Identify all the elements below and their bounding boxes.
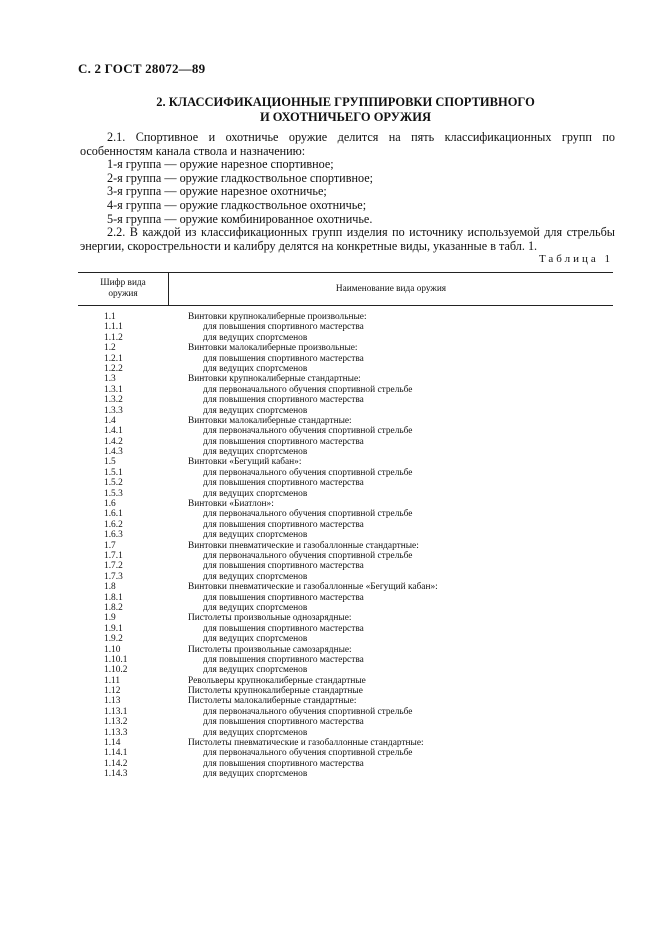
table-row [78, 717, 613, 727]
table-row [78, 769, 613, 779]
row-code: 1.3.3 [104, 405, 123, 416]
row-code: 1.8 [104, 582, 116, 593]
row-name: Винтовки пневматические и газобаллонные «Бегущий кабан»: [188, 582, 438, 593]
row-name: для первоначального обучения спортивной стрельбе [203, 384, 413, 395]
row-name: Винтовки «Бегущий кабан»: [188, 457, 302, 468]
row-name: для повышения спортивного мастерства [203, 322, 364, 333]
table-row [78, 468, 613, 478]
row-code: 1.10 [104, 644, 121, 655]
row-code: 1.3.2 [104, 395, 123, 406]
row-name: для повышения спортивного мастерства [203, 623, 364, 634]
row-code: 1.5.2 [104, 478, 123, 489]
row-name: для повышения спортивного мастерства [203, 478, 364, 489]
row-code: 1.7.3 [104, 571, 123, 582]
row-name: для ведущих спортсменов [203, 769, 308, 780]
table-row [78, 478, 613, 488]
row-name: Пистолеты малокалиберные стандартные: [188, 696, 357, 707]
row-code: 1.1 [104, 312, 116, 322]
row-name: для повышения спортивного мастерства [203, 592, 364, 603]
group-item: 5-я группа — оружие комбинированное охотничье. [107, 211, 373, 226]
table-row [78, 645, 613, 655]
row-name: для ведущих спортсменов [203, 530, 308, 541]
row-name: Пистолеты крупнокалиберные стандартные [188, 686, 363, 697]
row-code: 1.6.2 [104, 519, 123, 530]
table-row [78, 748, 613, 758]
row-name: Винтовки крупнокалиберные стандартные: [188, 374, 361, 385]
table-row [78, 395, 613, 405]
row-name: для первоначального обучения спортивной стрельбе [203, 748, 413, 759]
table-row [78, 561, 613, 571]
row-code: 1.3.1 [104, 384, 123, 395]
table-row [78, 530, 613, 540]
table-row [78, 655, 613, 665]
row-name: для повышения спортивного мастерства [203, 519, 364, 530]
row-code: 1.10.1 [104, 654, 128, 665]
table-row [78, 364, 613, 374]
row-code: 1.14 [104, 738, 121, 749]
row-name: Пистолеты пневматические и газобаллонные стандартные: [188, 738, 424, 749]
row-name: для повышения спортивного мастерства [203, 758, 364, 769]
col-code-header [78, 278, 168, 300]
table-row [78, 665, 613, 675]
col-code-header-line-1: Шифр вида [100, 278, 146, 288]
row-code: 1.5.3 [104, 488, 123, 499]
row-name: Винтовки «Биатлон»: [188, 499, 274, 510]
row-code: 1.6.1 [104, 509, 123, 520]
row-code: 1.4 [104, 415, 116, 426]
row-name: для повышения спортивного мастерства [203, 717, 364, 728]
row-code: 1.13 [104, 696, 121, 707]
section-title-line-2: И ОХОТНИЧЬЕГО ОРУЖИЯ [259, 110, 432, 124]
row-code: 1.4.3 [104, 447, 123, 458]
table-row [78, 634, 613, 644]
group-item: 1-я группа — оружие нарезное спортивное; [107, 157, 334, 172]
table-row [78, 322, 613, 332]
row-name: для ведущих спортсменов [203, 602, 308, 613]
table-row [78, 437, 613, 447]
table-row [78, 457, 613, 467]
table-row [78, 520, 613, 530]
table-row [78, 406, 613, 416]
col-code-header-line-2: оружия [108, 289, 138, 299]
row-name: для первоначального обучения спортивной стрельбе [203, 467, 413, 478]
table-row [78, 499, 613, 509]
row-code: 1.7.1 [104, 550, 123, 561]
row-code: 1.10.2 [104, 665, 128, 676]
table-header [78, 273, 613, 305]
row-name: Револьверы крупнокалиберные стандартные [188, 675, 366, 686]
row-name: для ведущих спортсменов [203, 332, 308, 343]
group-item: 2-я группа — оружие гладкоствольное спортивное; [107, 170, 374, 185]
table-caption: Таблица 1 [538, 253, 613, 265]
table-row [78, 333, 613, 343]
row-code: 1.8.1 [104, 592, 123, 603]
body-text [80, 131, 615, 253]
row-code: 1.9 [104, 613, 116, 624]
table-row [78, 343, 613, 353]
row-code: 1.6 [104, 499, 116, 510]
row-code: 1.13.1 [104, 706, 128, 717]
row-name: Пистолеты произвольные самозарядные: [188, 644, 352, 655]
table-row [78, 593, 613, 603]
table-row [78, 686, 613, 696]
table-row [78, 426, 613, 436]
table-body [78, 312, 613, 780]
row-code: 1.5 [104, 457, 116, 468]
row-name: для повышения спортивного мастерства [203, 436, 364, 447]
table-row [78, 551, 613, 561]
row-name: для первоначального обучения спортивной стрельбе [203, 706, 413, 717]
row-name: Пистолеты произвольные однозарядные: [188, 613, 352, 624]
row-code: 1.1.2 [104, 332, 123, 343]
table-row [78, 312, 613, 322]
table-row [78, 738, 613, 748]
table-row [78, 354, 613, 364]
row-name: Винтовки малокалиберные стандартные: [188, 415, 352, 426]
row-code: 1.2 [104, 343, 116, 354]
paragraph-2-2: 2.2. В каждой из классификационных групп изделия по источнику используемой для стрельбы энергии, скорострельности и калибру делятся на конкретные виды, указанные в табл. 1. [80, 225, 615, 253]
row-code: 1.2.2 [104, 363, 123, 374]
table-row [78, 416, 613, 426]
row-name: для повышения спортивного мастерства [203, 395, 364, 406]
row-code: 1.4.1 [104, 426, 123, 437]
row-code: 1.14.3 [104, 769, 128, 780]
table-row [78, 728, 613, 738]
row-code: 1.11 [104, 675, 121, 686]
table-row [78, 759, 613, 769]
table-row [78, 509, 613, 519]
paragraph-2-1: 2.1. Спортивное и охотничье оружие делится на пять классификационных групп по особенностям канала ствола и назначению: [80, 130, 615, 158]
section-title [0, 95, 661, 125]
group-item: 3-я группа — оружие нарезное охотничье; [107, 184, 327, 199]
row-code: 1.7.2 [104, 561, 123, 572]
row-name: для ведущих спортсменов [203, 727, 308, 738]
row-code: 1.9.1 [104, 623, 123, 634]
row-code: 1.8.2 [104, 602, 123, 613]
table-row [78, 374, 613, 384]
row-code: 1.3 [104, 374, 116, 385]
row-code: 1.14.2 [104, 758, 128, 769]
table-row [78, 707, 613, 717]
row-name: для первоначального обучения спортивной стрельбе [203, 426, 413, 437]
row-name: для первоначального обучения спортивной стрельбе [203, 509, 413, 520]
row-code: 1.4.2 [104, 436, 123, 447]
row-code: 1.7 [104, 540, 116, 551]
row-code: 1.13.3 [104, 727, 128, 738]
row-name: для повышения спортивного мастерства [203, 561, 364, 572]
row-code: 1.9.2 [104, 634, 123, 645]
table-row [78, 385, 613, 395]
row-name: для ведущих спортсменов [203, 405, 308, 416]
row-code: 1.14.1 [104, 748, 128, 759]
table-row [78, 541, 613, 551]
group-item: 4-я группа — оружие гладкоствольное охотничье; [107, 197, 367, 212]
table-row [78, 603, 613, 613]
row-code: 1.6.3 [104, 530, 123, 541]
table-row [78, 582, 613, 592]
row-name: для ведущих спортсменов [203, 634, 308, 645]
row-code: 1.2.1 [104, 353, 123, 364]
row-code: 1.12 [104, 686, 121, 697]
table-row [78, 676, 613, 686]
row-code: 1.13.2 [104, 717, 128, 728]
table-header-rule [78, 305, 613, 306]
table-row [78, 489, 613, 499]
row-name: для ведущих спортсменов [203, 363, 308, 374]
row-name: Винтовки пневматические и газобаллонные стандартные: [188, 540, 419, 551]
table-row [78, 447, 613, 457]
row-name: для повышения спортивного мастерства [203, 654, 364, 665]
row-name: для повышения спортивного мастерства [203, 353, 364, 364]
row-name: для первоначального обучения спортивной стрельбе [203, 550, 413, 561]
table-row [78, 696, 613, 706]
page-header: С. 2 ГОСТ 28072—89 [78, 61, 206, 76]
row-name: Винтовки крупнокалиберные произвольные: [188, 312, 367, 322]
row-name: для ведущих спортсменов [203, 447, 308, 458]
classification-table [78, 272, 613, 780]
col-name-header: Наименование вида оружия [335, 284, 447, 294]
row-name: для ведущих спортсменов [203, 571, 308, 582]
row-name: для ведущих спортсменов [203, 665, 308, 676]
section-title-line-1: 2. КЛАССИФИКАЦИОННЫЕ ГРУППИРОВКИ СПОРТИВНОГО [156, 95, 535, 109]
row-code: 1.5.1 [104, 467, 123, 478]
row-code: 1.1.1 [104, 322, 123, 333]
row-name: для ведущих спортсменов [203, 488, 308, 499]
table-row [78, 624, 613, 634]
row-name: Винтовки малокалиберные произвольные: [188, 343, 358, 354]
table-row [78, 572, 613, 582]
table-row [78, 613, 613, 623]
